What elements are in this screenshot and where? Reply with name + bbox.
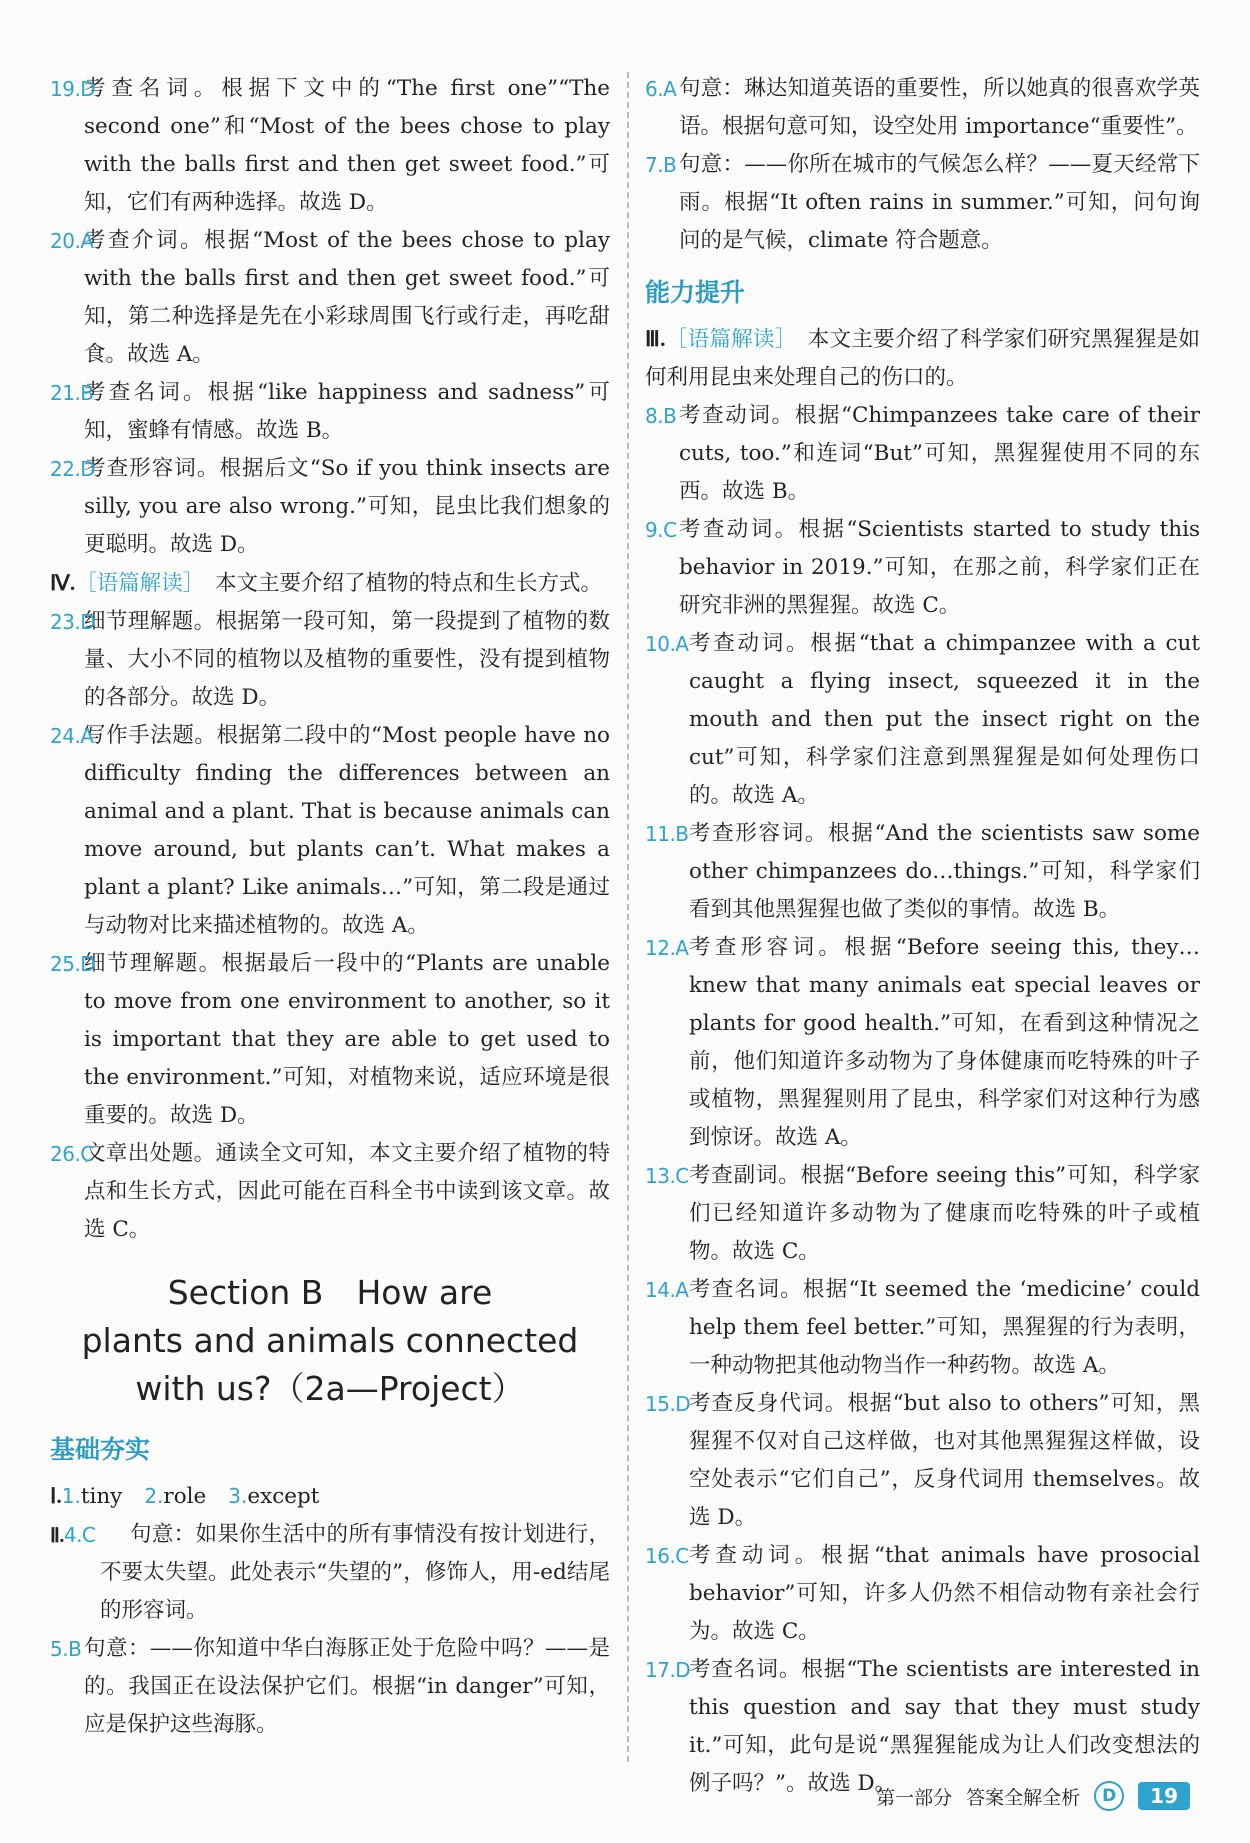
answer-text: 考查形容词。根据“And the scientists saw some other chimpanzees do…things.”可知，科学家们看到其他黑猩猩也做了类似的事情。故选 B。 bbox=[689, 821, 1200, 922]
right-column bbox=[645, 70, 1200, 1803]
answer-number: 12.A bbox=[645, 936, 689, 960]
answer-number-label: 4.C bbox=[63, 1523, 96, 1547]
passage-summary: 本文主要介绍了植物的特点和生长方式。 bbox=[215, 571, 603, 596]
answer-text: 细节理解题。根据最后一段中的“Plants are unable to move from one environment to another, so it is important that they are able to get used to the environment.”可知，对植物来说，适应环境是很重要的。故选 D。 bbox=[84, 951, 610, 1128]
answer-number: 15.D bbox=[645, 1392, 691, 1416]
passage-summary: 本文主要介绍了科学家们研究黑猩猩是如何利用昆虫来处理自己的伤口的。 bbox=[645, 327, 1200, 390]
answer-number: 24.A bbox=[50, 724, 94, 748]
section-title-line: plants and animals connected bbox=[81, 1321, 579, 1360]
answer-number: 3. bbox=[228, 1484, 248, 1508]
answer-text: 考查名词。根据“like happiness and sadness”可知，蜜蜂有情感。故选 B。 bbox=[84, 380, 610, 443]
answer-number: 14.A bbox=[645, 1278, 689, 1302]
footer-part: 第一部分 bbox=[876, 1786, 953, 1809]
answer-text: 句意：——你知道中华白海豚正处于危险中吗？——是的。我国正在设法保护它们。根据“in danger”可知，应是保护这些海豚。 bbox=[84, 1636, 610, 1737]
roman-numeral: Ⅳ. bbox=[50, 571, 76, 595]
answer-number: 20.A bbox=[50, 229, 94, 253]
answer-item bbox=[645, 146, 1200, 260]
answer-text: 考查名词。根据“The scientists are interested in this question and say that they must study it.”可知，此句是说“黑猩猩能成为让人们改变想法的例子吗？”。故选 D。 bbox=[689, 1657, 1200, 1796]
answer-number: 11.B bbox=[645, 822, 689, 846]
answer-text: 考查名词。根据下文中的“The first one”“The second one”和“Most of the bees chose to play with the balls first and then get sweet food.”可知，它们有两种选择。故选 D。 bbox=[84, 76, 610, 215]
answer-number: 19.D bbox=[50, 77, 96, 101]
answer-item bbox=[645, 625, 1200, 815]
answer-item bbox=[50, 1516, 610, 1630]
answer-number: 1. bbox=[61, 1484, 81, 1508]
answer-number: 16.C bbox=[645, 1544, 689, 1568]
answer-number: 17.D bbox=[645, 1658, 691, 1682]
answer-text: 考查动词。根据“Scientists started to study this behavior in 2019.”可知，在那之前，科学家们正在研究非洲的黑猩猩。故选 C。 bbox=[679, 517, 1200, 618]
passage-tag: ［语篇解读］ bbox=[665, 327, 786, 352]
roman-numeral: Ⅱ. bbox=[50, 1525, 64, 1547]
answer-text: 句意：——你所在城市的气候怎么样？——夏天经常下雨。根据“It often rains in summer.”可知，问句询问的是气候，climate 符合题意。 bbox=[679, 152, 1200, 253]
answer-text: 考查形容词。根据后文“So if you think insects are silly, you are also wrong.”可知，昆虫比我们想象的更聪明。故选 D。 bbox=[84, 456, 610, 557]
answer-item bbox=[645, 1271, 1200, 1385]
section-title-line: with us?（2a—Project） bbox=[135, 1369, 525, 1408]
answer-item bbox=[50, 450, 610, 564]
answer-number: 7.B bbox=[645, 153, 677, 177]
answer-text: 句意：如果你生活中的所有事情没有按计划进行，不要太失望。此处表示“失望的”，修饰人，用-ed结尾的形容词。 bbox=[100, 1522, 610, 1623]
answer-number: 26.C bbox=[50, 1142, 94, 1166]
ability-heading: 能力提升 bbox=[645, 278, 746, 307]
left-column bbox=[50, 70, 610, 1744]
answer-text: 考查动词。根据“that a chimpanzee with a cut caught a flying insect, squeezed it in the mouth and then put the insect right on the cut”可知，科学家们注意到黑猩猩是如何处理伤口的。故选 A。 bbox=[689, 631, 1200, 808]
answer-text: 考查动词。根据“Chimpanzees take care of their cuts, too.”和连词“But”可知，黑猩猩使用不同的东西。故选 B。 bbox=[679, 403, 1200, 504]
answer-number: 10.A bbox=[645, 632, 689, 656]
column-divider bbox=[627, 72, 629, 1762]
answer-number: 23.D bbox=[50, 610, 96, 634]
answer-item bbox=[645, 1385, 1200, 1537]
answer-text: 写作手法题。根据第二段中的“Most people have no difficulty finding the differences between an animal and a plant. That is because animals can move around, but plants can’t. What makes a plant a plant? Like animals…”可知，第二段是通过与动物对比来描述植物的。故选 A。 bbox=[84, 723, 610, 938]
answer-item bbox=[50, 717, 610, 945]
answer-text: 考查副词。根据“Before seeing this”可知，科学家们已经知道许多动物为了健康而吃特殊的叶子或植物。故选 C。 bbox=[689, 1163, 1200, 1264]
answer-number: 13.C bbox=[645, 1164, 689, 1188]
footer-title: 答案全解全析 bbox=[966, 1786, 1081, 1809]
answer-text: 考查动词。根据“that animals have prosocial behavior”可知，许多人仍然不相信动物有亲社会行为。故选 C。 bbox=[689, 1543, 1200, 1644]
answer-item bbox=[645, 929, 1200, 1157]
answer-item bbox=[50, 70, 610, 222]
section-title-line: Section B How are bbox=[167, 1273, 493, 1312]
answer-text: 句意：琳达知道英语的重要性，所以她真的很喜欢学英语。根据句意可知，设空处用 importance“重要性”。 bbox=[679, 76, 1200, 139]
answer-number: 9.C bbox=[645, 518, 677, 542]
answer-item bbox=[645, 1157, 1200, 1271]
answer-item bbox=[50, 222, 610, 374]
answer-item bbox=[645, 1537, 1200, 1651]
roman-numeral: Ⅲ. bbox=[645, 327, 666, 351]
answer-number: 25.D bbox=[50, 952, 96, 976]
answer-text: 考查介词。根据“Most of the bees chose to play with the balls first and then get sweet food.”可知，第二种选择是先在小彩球周围飞行或行走，再吃甜食。故选 A。 bbox=[84, 228, 610, 367]
answer-number bbox=[50, 1516, 95, 1555]
answer-text: 考查反身代词。根据“but also to others”可知，黑猩猩不仅对自己这样做，也对其他黑猩猩这样做，设空处表示“它们自己”，反身代词用 themselves。故选 D。 bbox=[689, 1391, 1200, 1530]
answer-number: 2. bbox=[144, 1484, 164, 1508]
answer-item bbox=[50, 374, 610, 450]
answer-number: 22.D bbox=[50, 457, 96, 481]
answer-number: 8.B bbox=[645, 404, 677, 428]
page-number: 19 bbox=[1138, 1782, 1190, 1810]
vocab-line bbox=[50, 1477, 610, 1516]
vocab-word: tiny bbox=[80, 1484, 123, 1509]
answer-number: 21.B bbox=[50, 381, 94, 405]
answer-number: 5.B bbox=[50, 1637, 82, 1661]
basic-heading: 基础夯实 bbox=[50, 1435, 151, 1464]
answer-item bbox=[50, 1630, 610, 1744]
answer-text: 考查名词。根据“It seemed the ‘medicine’ could help them feel better.”可知，黑猩猩的行为表明，一种动物把其他动物当作一种药物。故选 A。 bbox=[689, 1277, 1200, 1378]
answer-number: 6.A bbox=[645, 77, 677, 101]
passage-analysis-4 bbox=[50, 564, 610, 603]
passage-analysis-3 bbox=[645, 320, 1200, 397]
answer-text: 考查形容词。根据“Before seeing this, they…knew that many animals eat special leaves or plants for good health.”可知，在看到这种情况之前，他们知道许多动物为了身体健康而吃特殊的叶子或植物，黑猩猩则用了昆虫，科学家们对这种行为感到惊讶。故选 A。 bbox=[689, 935, 1200, 1150]
answer-text: 文章出处题。通读全文可知，本文主要介绍了植物的特点和生长方式，因此可能在百科全书中读到该文章。故选 C。 bbox=[84, 1141, 610, 1242]
answer-item bbox=[50, 603, 610, 717]
vocab-word: except bbox=[247, 1484, 320, 1509]
vocab-word: role bbox=[163, 1484, 207, 1509]
edition-badge: D bbox=[1094, 1781, 1124, 1811]
page-footer bbox=[876, 1781, 1190, 1811]
passage-tag: ［语篇解读］ bbox=[75, 571, 194, 596]
answer-item bbox=[50, 1135, 610, 1249]
answer-text: 细节理解题。根据第一段可知，第一段提到了植物的数量、大小不同的植物以及植物的重要性，没有提到植物的各部分。故选 D。 bbox=[84, 609, 610, 710]
answer-item bbox=[50, 945, 610, 1135]
answer-item bbox=[645, 397, 1200, 511]
section-title bbox=[50, 1269, 610, 1413]
answer-item bbox=[645, 70, 1200, 146]
answer-item bbox=[645, 815, 1200, 929]
answer-item bbox=[645, 511, 1200, 625]
roman-numeral: Ⅰ. bbox=[50, 1484, 62, 1508]
